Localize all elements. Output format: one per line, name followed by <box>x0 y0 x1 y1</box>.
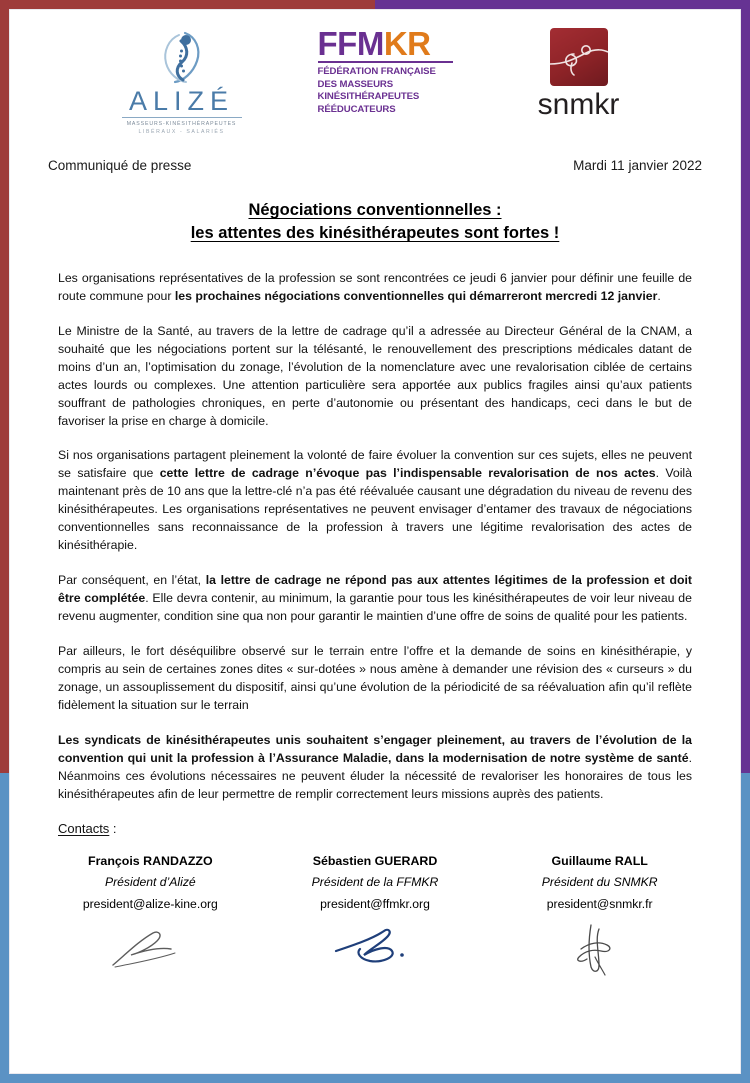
logo-alize <box>102 28 262 137</box>
paragraph-p1 <box>58 270 692 306</box>
contact-role: Président d’Alizé <box>104 874 196 889</box>
ffmkr-fullname-line-2: DES MASSEURS <box>317 78 394 90</box>
alize-divider <box>122 117 242 118</box>
ffmkr-acronym <box>317 25 453 62</box>
page-title-line-1 <box>40 199 710 222</box>
alize-emblem-icon <box>102 28 262 86</box>
logo-strip <box>10 10 740 135</box>
paragraph-p5 <box>58 643 692 715</box>
contact-card <box>263 854 488 977</box>
paragraph-p4-run-0: Par conséquent, en l’état, <box>58 573 206 588</box>
paragraph-p4 <box>58 572 692 626</box>
paragraph-p1-run-0: Les organisations représentatives de la profession se sont rencontrées ce jeudi 6 janvier pour définir une feuille de route commune pour <box>58 270 692 303</box>
contact-email[interactable]: president@snmkr.fr <box>546 896 653 911</box>
signature-rall-icon <box>487 919 712 977</box>
border-top-right-purple <box>375 0 750 9</box>
contacts-heading <box>58 821 740 836</box>
paragraph-p6-run-0: Les syndicats de kinésithérapeutes unis souhaitent s’engager pleinement, au travers de l’évolution de la convention qui unit la profession à l’Assurance Maladie, dans la modernisation de notre système de santé <box>58 732 692 765</box>
paragraph-p5-run-0: Par ailleurs, le fort déséquilibre observé sur le terrain entre l’offre et la demande de soins en kinésithérapie, y compris au sein de certaines zones dites « sur-dotées » nous amène à demander une révision des « curseurs » du zonage, un assouplissement du dispositif, ainsi qu’une évolution de la périodicité de sa réévaluation afin qu’il reflète fidèlement la situation sur le terrain <box>58 644 692 712</box>
document-content <box>10 10 740 1073</box>
alize-tagline-2: LIBÉRAUX - SALARIÉS <box>138 128 225 135</box>
border-right-purple <box>741 0 750 773</box>
signature-guerard-icon <box>263 919 488 977</box>
ffmkr-fullname <box>318 66 453 117</box>
contact-email[interactable]: president@alize-kine.org <box>82 896 218 911</box>
paragraph-p3-run-2: . Voilà maintenant près de 10 ans que la lettre-clé n’a pas été réévaluée causant une dégradation du niveau de revenu des kinésithérapeutes. Les organisations représentatives ne peuvent envisager d’entamer des travaux de négociations conventionnelles sans reconnaissance de la profession à travers une légitime revalorisation des actes de kinésithérapie. <box>58 466 693 553</box>
press-meta-row <box>48 158 702 173</box>
contact-role: Président de la FFMKR <box>311 874 439 889</box>
page-title-line-2-text: les attentes des kinésithérapeutes sont fortes ! <box>190 224 560 243</box>
paragraph-p1-run-2: . <box>657 288 661 303</box>
paragraph-p3 <box>58 447 692 555</box>
paragraph-p2 <box>58 323 692 431</box>
snmkr-wordmark: snmkr <box>537 88 620 121</box>
border-left-red <box>0 0 9 773</box>
contact-name: Sébastien GUERARD <box>312 853 438 868</box>
border-bottom-blue <box>0 1074 750 1083</box>
border-right-blue <box>741 773 750 1083</box>
border-left-blue <box>0 773 9 1083</box>
ffmkr-fullname-line-1: FÉDÉRATION FRANÇAISE <box>317 65 436 77</box>
page-title-line-2 <box>40 222 710 245</box>
paragraph-p4-run-2: . Elle devra contenir, au minimum, la garantie pour tous les kinésithérapeutes de voir leur niveau de revenu augmenter, condition sine qua non pour garantir le maintien d’une offre de soins de qualité pour les patients. <box>58 591 692 624</box>
paragraph-p3-run-1: cette lettre de cadrage n’évoque pas l’indispensable revalorisation de nos actes <box>159 466 656 481</box>
paragraph-p3-run-0: Si nos organisations partagent pleinement la volonté de faire évoluer la convention sur ces sujets, elles ne peuvent se satisfaire que <box>58 448 692 481</box>
document-type-label: Communiqué de presse <box>48 158 192 173</box>
ffmkr-acronym-kr: KR <box>383 25 431 62</box>
border-top-left-red <box>0 0 375 9</box>
contact-role: Président du SNMKR <box>541 874 658 889</box>
alize-tagline-1: MASSEURS-KINÉSITHÉRAPEUTES <box>126 121 237 127</box>
contact-name: Guillaume RALL <box>551 853 648 868</box>
body-paragraphs <box>58 270 692 804</box>
paragraph-p6-run-1: . Néanmoins ces évolutions nécessaires ne peuvent éluder la nécessité de revaloriser les honoraires de tous les kinésithérapeutes afin de leur permettre de remplir correctement leurs missions auprès des patients. <box>58 750 692 801</box>
contacts-heading-text: Contacts <box>58 820 110 836</box>
contact-card <box>38 854 263 977</box>
contacts-row <box>38 854 712 977</box>
signature-randazzo-icon <box>38 919 263 977</box>
contacts-heading-suffix: : <box>109 820 117 836</box>
paragraph-p2-run-0: Le Ministre de la Santé, au travers de la lettre de cadrage qu’il a adressée au Directeur Général de la CNAM, a souhaité que les négociations portent sur la télésanté, le renouvellement des prescriptions médicales datant de moins d’un an, l’optimisation du zonage, l’évolution de la nomenclature avec une revalorisation ciblée de certains actes lourds ou complexes. Une attention particulière sera apportée aux publics fragiles ainsi qu’aux patients souffrant de pathologies chroniques, en perte d’autonomie ou présentant des handicaps, ceci dans le but de favoriser la prise en charge à domicile. <box>58 323 692 428</box>
page-title <box>40 199 710 246</box>
ffmkr-fullname-line-3: KINÉSITHÉRAPEUTES <box>317 91 420 103</box>
document-date: Mardi 11 janvier 2022 <box>573 158 702 173</box>
paragraph-p4-run-1: la lettre de cadrage ne répond pas aux attentes légitimes de la profession et doit être complétée <box>58 573 692 606</box>
snmkr-emblem-icon <box>550 28 608 86</box>
logo-ffmkr <box>317 25 453 117</box>
ffmkr-acronym-ffm: FFM <box>317 25 384 62</box>
alize-wordmark: ALIZÉ <box>128 86 235 116</box>
paragraph-p1-run-1: les prochaines négociations conventionnelles qui démarreront mercredi 12 janvier <box>174 288 658 303</box>
logo-snmkr <box>509 28 649 120</box>
contact-email[interactable]: president@ffmkr.org <box>320 896 430 911</box>
page-title-line-1-text: Négociations conventionnelles : <box>248 201 502 219</box>
paragraph-p6 <box>58 732 692 804</box>
ffmkr-fullname-line-4: RÉÉDUCATEURS <box>317 104 396 116</box>
contact-name: François RANDAZZO <box>88 853 213 868</box>
contact-card <box>487 854 712 977</box>
